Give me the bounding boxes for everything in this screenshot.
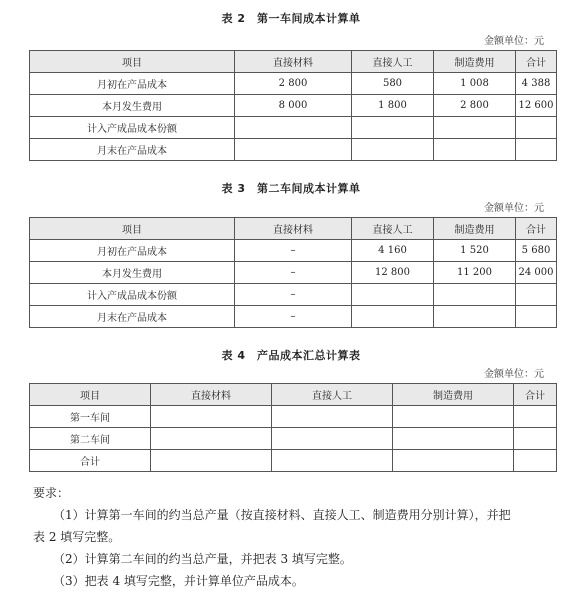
row-label: 第二车间 xyxy=(30,428,151,450)
table-cell xyxy=(516,306,557,328)
table-cell: 1 008 xyxy=(434,73,516,95)
table3-unit: 金额单位：元 xyxy=(484,203,544,214)
table-cell xyxy=(434,117,516,139)
table-row xyxy=(30,450,557,472)
table-row xyxy=(30,139,557,161)
table4-caption: 表 4 产品成本汇总计算表 xyxy=(221,349,361,362)
table-cell xyxy=(393,450,514,472)
table-cell: – xyxy=(235,262,352,284)
table-cell xyxy=(151,406,272,428)
column-header: 合计 xyxy=(516,51,557,73)
table-cell xyxy=(516,117,557,139)
table-cell xyxy=(272,428,393,450)
table-row xyxy=(30,284,557,306)
table-row xyxy=(30,117,557,139)
table-cell xyxy=(434,306,516,328)
column-header: 合计 xyxy=(514,384,557,406)
table-row xyxy=(30,73,557,95)
table-cell xyxy=(272,450,393,472)
table-header-row xyxy=(30,384,557,406)
table-cell: 12 600 xyxy=(516,95,557,117)
table-cell: 12 800 xyxy=(352,262,434,284)
requirement-1-line-2: 表 2 填写完整。 xyxy=(33,530,121,544)
table-cell xyxy=(516,284,557,306)
column-header: 项目 xyxy=(30,218,235,240)
column-header: 直接材料 xyxy=(235,218,352,240)
table3-caption: 表 3 第二车间成本计算单 xyxy=(221,182,361,195)
table-cell xyxy=(393,406,514,428)
column-header: 合计 xyxy=(516,218,557,240)
table-row xyxy=(30,240,557,262)
column-header: 项目 xyxy=(30,384,151,406)
requirement-2: （2）计算第二车间的约当总产量，并把表 3 填写完整。 xyxy=(53,552,352,566)
requirement-1-line-1: （1）计算第一车间的约当总产量（按直接材料、直接人工、制造费用分别计算），并把 xyxy=(53,508,511,522)
table2-caption: 表 2 第一车间成本计算单 xyxy=(221,12,361,25)
table-cell xyxy=(235,139,352,161)
table-cell: – xyxy=(235,306,352,328)
row-label: 月初在产品成本 xyxy=(30,73,235,95)
table-cell: – xyxy=(235,240,352,262)
table-cell: – xyxy=(235,284,352,306)
table-cell xyxy=(514,428,557,450)
column-header: 项目 xyxy=(30,51,235,73)
row-label: 计入产成品成本份额 xyxy=(30,284,235,306)
column-header: 直接材料 xyxy=(235,51,352,73)
row-label: 月初在产品成本 xyxy=(30,240,235,262)
table-cell: 2 800 xyxy=(434,95,516,117)
table-cell xyxy=(434,139,516,161)
table-cell: 4 388 xyxy=(516,73,557,95)
row-label: 本月发生费用 xyxy=(30,262,235,284)
table-cell xyxy=(352,306,434,328)
column-header: 直接人工 xyxy=(272,384,393,406)
table-header-row xyxy=(30,218,557,240)
table-header-row xyxy=(30,51,557,73)
row-label: 计入产成品成本份额 xyxy=(30,117,235,139)
row-label: 第一车间 xyxy=(30,406,151,428)
row-label: 合计 xyxy=(30,450,151,472)
table-row xyxy=(30,428,557,450)
table-cell xyxy=(352,117,434,139)
table-cell xyxy=(352,139,434,161)
requirements-title: 要求： xyxy=(33,486,70,500)
column-header: 制造费用 xyxy=(434,218,516,240)
table-cell xyxy=(352,284,434,306)
table-cell xyxy=(516,139,557,161)
row-label: 月末在产品成本 xyxy=(30,139,235,161)
table-cell xyxy=(151,428,272,450)
requirements xyxy=(33,482,563,592)
table-row xyxy=(30,406,557,428)
table-cell: 1 800 xyxy=(352,95,434,117)
table-cell xyxy=(434,284,516,306)
column-header: 直接人工 xyxy=(352,218,434,240)
row-label: 月末在产品成本 xyxy=(30,306,235,328)
table-cell xyxy=(235,117,352,139)
table2-unit: 金额单位：元 xyxy=(484,36,544,47)
column-header: 直接人工 xyxy=(352,51,434,73)
table-cell xyxy=(514,406,557,428)
column-header: 制造费用 xyxy=(393,384,514,406)
table-cell xyxy=(151,450,272,472)
table-cell: 1 520 xyxy=(434,240,516,262)
table2-first-workshop-cost xyxy=(29,50,557,161)
table4-product-cost-summary xyxy=(29,383,557,472)
column-header: 直接材料 xyxy=(151,384,272,406)
table-row xyxy=(30,262,557,284)
table3-second-workshop-cost xyxy=(29,217,557,328)
column-header: 制造费用 xyxy=(434,51,516,73)
table-cell: 8 000 xyxy=(235,95,352,117)
table-row xyxy=(30,95,557,117)
table-cell: 4 160 xyxy=(352,240,434,262)
table-cell xyxy=(272,406,393,428)
table-cell: 11 200 xyxy=(434,262,516,284)
table-row xyxy=(30,306,557,328)
table-cell: 580 xyxy=(352,73,434,95)
table-cell: 5 680 xyxy=(516,240,557,262)
table-cell: 24 000 xyxy=(516,262,557,284)
row-label: 本月发生费用 xyxy=(30,95,235,117)
table-cell: 2 800 xyxy=(235,73,352,95)
table-cell xyxy=(393,428,514,450)
table4-unit: 金额单位：元 xyxy=(484,369,544,380)
requirement-3: （3）把表 4 填写完整，并计算单位产品成本。 xyxy=(53,574,304,588)
table-cell xyxy=(514,450,557,472)
